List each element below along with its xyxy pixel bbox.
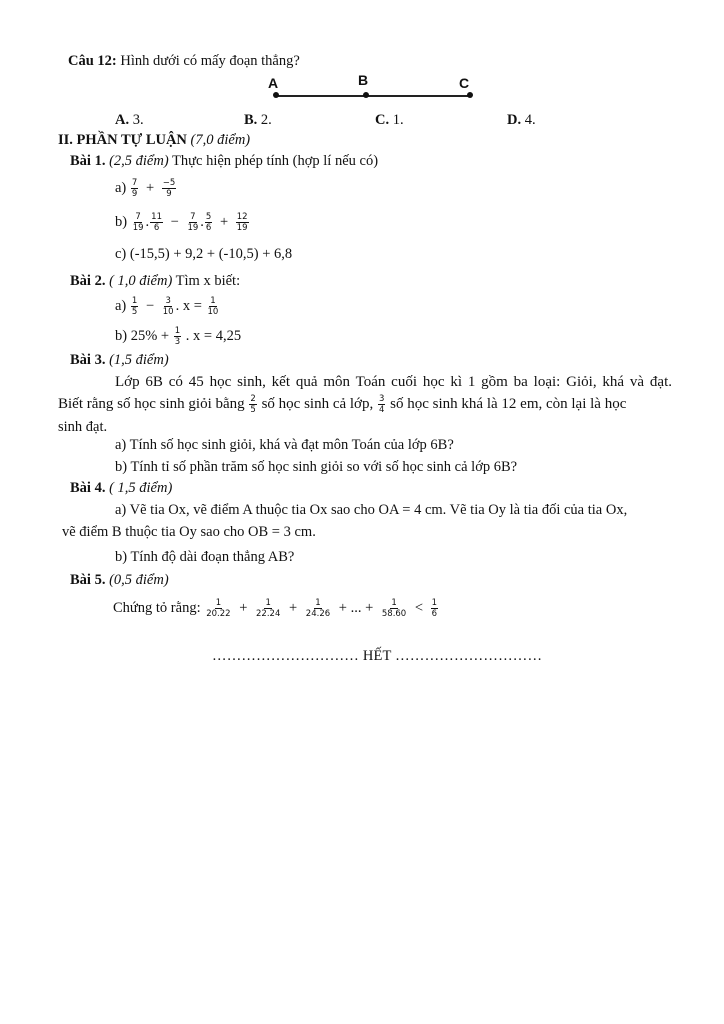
bai-points: ( 1,0 điểm) <box>109 273 173 289</box>
operator: − <box>145 298 155 314</box>
fraction: $\frac{5}{6}$ <box>205 212 212 234</box>
option-key: B. <box>244 112 258 128</box>
question-label: Câu 12: <box>68 53 117 69</box>
bai-points: ( 1,5 điểm) <box>109 480 173 496</box>
option-a <box>115 111 144 129</box>
bai-points: (1,5 điểm) <box>109 352 169 368</box>
bai1-b: b) $\frac{7}{19}$ . $\frac{11}{6}$ − $\frac{7}{19}$ . $\frac{5}{6}$ + $\frac{12}{19}$ <box>115 212 248 234</box>
fraction: $\frac{1}{20.22}$ <box>206 598 231 620</box>
bai5-inequality: Chứng tỏ rằng: $\frac{1}{20.22}$ + $\frac{1}{22.24}$ + $\frac{1}{24.26}$ + ... + $\frac{1}{58.60}$ < $\frac{1}{6}$ <box>113 598 438 620</box>
fraction: $\frac{12}{19}$ <box>236 212 248 234</box>
fraction: $\frac{1}{5}$ <box>131 296 138 318</box>
option-key: A. <box>115 112 130 128</box>
bai4-part-a-line1: a) Vẽ tia Ox, vẽ điểm A thuộc tia Ox sao cho OA = 4 cm. Vẽ tia Oy là tia đối của tia Ox, <box>115 502 628 518</box>
option-value: 2. <box>260 112 272 128</box>
section-points: (7,0 điểm) <box>190 132 251 148</box>
fraction: $\frac{3}{10}$ <box>162 296 174 318</box>
bai-label: Bài 5. <box>70 572 106 588</box>
text-span: số học sinh cả lớp, <box>261 396 374 412</box>
point-c-label: C <box>459 75 470 91</box>
point-a-label: A <box>268 75 279 91</box>
fraction: $\frac{1}{10}$ <box>207 296 219 318</box>
point-a-dot <box>273 92 279 98</box>
fraction: $\frac{7}{19}$ <box>132 212 144 234</box>
bai1-c: c) (-15,5) + 9,2 + (-10,5) + 6,8 <box>115 246 293 262</box>
item-prefix: b) <box>115 214 128 230</box>
bai4-part-b: b) Tính độ dài đoạn thẳng AB? <box>115 549 295 565</box>
bai4-part-a-line2: vẽ điểm B thuộc tia Oy sao cho OB = 3 cm. <box>62 524 316 540</box>
fraction: $\frac{7}{19}$ <box>187 212 199 234</box>
question-12 <box>68 52 300 70</box>
bai-label: Bài 1. <box>70 153 106 169</box>
bai1-a <box>115 176 177 200</box>
option-b <box>244 111 272 129</box>
bai3-heading <box>70 351 169 369</box>
bai3-paragraph-2 <box>58 392 626 416</box>
fraction: $\frac{7}{9}$ <box>131 178 138 200</box>
option-value: 4. <box>524 112 536 128</box>
bai4-heading <box>70 479 172 497</box>
fraction: $\frac{1}{6}$ <box>431 598 438 620</box>
item-prefix: b) 25% + <box>115 328 170 344</box>
section-title <box>58 131 250 149</box>
ellipsis-operator: + ... + <box>338 600 374 616</box>
point-b-label: B <box>358 72 369 88</box>
less-than-operator: < <box>414 600 424 616</box>
bai2-b <box>115 324 241 348</box>
bai3-question-b: b) Tính tỉ số phần trăm số học sinh giỏi so với số học sinh cả lớp 6B? <box>115 459 518 475</box>
fraction: $\frac{1}{3}$ <box>174 326 181 348</box>
item-prefix: a) <box>115 180 127 196</box>
text-span: số học sinh khá là 12 em, còn lại là học <box>390 396 627 412</box>
option-key: D. <box>507 112 522 128</box>
bai-label: Bài 4. <box>70 480 106 496</box>
fraction: $\frac{1}{24.26}$ <box>305 598 331 620</box>
bai3-question-a: a) Tính số học sinh giỏi, khá và đạt môn Toán của lớp 6B? <box>115 437 454 453</box>
option-d <box>507 111 536 129</box>
equation-text: . x = <box>175 298 202 314</box>
question-text: Hình dưới có mấy đoạn thẳng? <box>120 53 300 69</box>
section-heading: II. PHẦN TỰ LUẬN <box>58 132 187 148</box>
fraction: $\frac{3}{4}$ <box>379 394 385 416</box>
end-marker: ………………………… HẾT ………………………… <box>212 648 543 664</box>
bai-label: Bài 3. <box>70 352 106 368</box>
point-c-dot <box>467 92 473 98</box>
fraction: $\frac{11}{6}$ <box>151 212 162 234</box>
option-c <box>375 111 404 129</box>
bai2-heading <box>70 272 240 290</box>
bai5-heading <box>70 571 169 589</box>
fraction: $\frac{2}{5}$ <box>250 394 256 416</box>
fraction: $\frac{1}{22.24}$ <box>256 598 281 620</box>
option-value: 1. <box>392 112 404 128</box>
item-prefix: Chứng tỏ rằng: <box>113 600 201 616</box>
bai2-a <box>115 294 220 318</box>
bai3-paragraph-1: Lớp 6B có 45 học sinh, kết quả môn Toán cuối học kì 1 gồm ba loại: Giỏi, khá và đạt. <box>115 374 672 390</box>
bai-text: Tìm x biết: <box>175 273 241 289</box>
segment-line <box>276 95 470 97</box>
item-prefix: a) <box>115 298 127 314</box>
bai3-paragraph-3: sinh đạt. <box>58 419 108 435</box>
option-value: 3. <box>132 112 144 128</box>
fraction: $\frac{-5}{9}$ <box>162 178 176 200</box>
point-b-dot <box>363 92 369 98</box>
text-span: Biết rằng số học sinh giỏi bằng <box>58 396 245 412</box>
bai-points: (0,5 điểm) <box>109 572 169 588</box>
bai1-heading <box>70 152 378 170</box>
operator: − <box>170 214 179 230</box>
bai-points: (2,5 điểm) <box>109 153 169 169</box>
operator: + <box>145 180 155 196</box>
fraction: $\frac{1}{58.60}$ <box>381 598 407 620</box>
operator: + <box>219 214 229 230</box>
option-key: C. <box>375 112 390 128</box>
bai-text: Thực hiện phép tính (hợp lí nếu có) <box>172 153 379 169</box>
equation-text: . x = 4,25 <box>185 328 242 344</box>
bai-label: Bài 2. <box>70 273 106 289</box>
